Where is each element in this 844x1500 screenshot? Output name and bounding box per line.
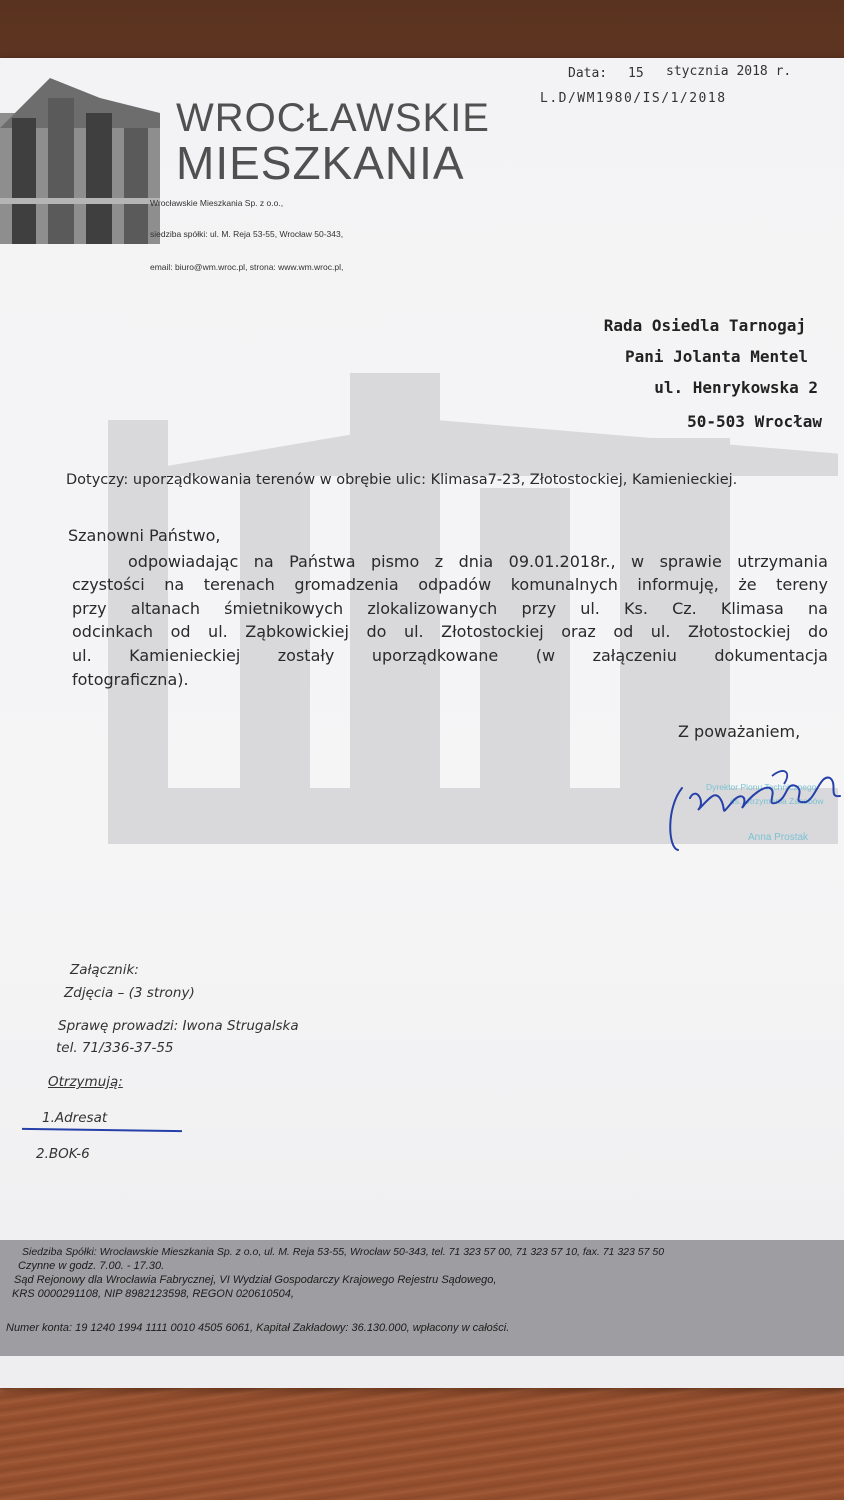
recipient-line-4: 50-503 Wrocław <box>687 412 822 431</box>
body-word: dnia <box>458 552 494 571</box>
letter-page <box>0 58 844 1388</box>
body-word: na <box>808 599 828 618</box>
reference-number: L.D/WM1980/IS/1/2018 <box>540 91 727 106</box>
body-word: ul. <box>580 599 600 618</box>
body-word: ul. <box>403 622 424 641</box>
body-word: w <box>631 552 645 571</box>
date-label: Data: <box>568 66 608 81</box>
body-word: Złotostockiej <box>687 622 791 641</box>
footer-band <box>0 1240 844 1356</box>
body-word: Złotostockiej <box>441 622 544 641</box>
attachment-item: Zdjęcia – (3 strony) <box>64 985 195 1001</box>
body-word: na <box>253 552 274 571</box>
footer-hours: Czynne w godz. 7.00. - 17.30. <box>18 1260 165 1272</box>
body-word: z <box>434 552 444 571</box>
letter-closing: Z poważaniem, <box>678 722 801 741</box>
body-word: przy <box>72 599 107 618</box>
body-word: przy <box>521 599 557 618</box>
body-word: czystości <box>72 575 145 594</box>
logo-wordmark-line2: MIESZKANIA <box>176 137 465 189</box>
body-word: na <box>164 575 185 594</box>
company-seat: siedziba spółki: ul. M. Reja 53-55, Wrocław 50-343, <box>150 229 344 239</box>
body-word: Ząbkowickiej <box>245 622 349 641</box>
receiver-1: 1.Adresat <box>42 1110 108 1126</box>
recipient-line-3: ul. Henrykowska 2 <box>654 378 818 397</box>
body-word: załączeniu <box>592 646 677 665</box>
body-word: ul. <box>650 622 671 641</box>
body-word: altanach <box>130 599 200 618</box>
body-word: zlokalizowanych <box>367 599 498 618</box>
body-word: ul. <box>72 646 92 665</box>
body-word: (w <box>535 646 556 665</box>
body-word: 09.01.2018r., <box>508 552 616 571</box>
footer-court: Sąd Rejonowy dla Wrocławia Fabrycznej, VI Wydział Gospodarczy Krajowego Rejestru Sądowego, <box>14 1274 497 1286</box>
company-logo-icon <box>0 58 160 244</box>
body-word: od <box>613 622 634 641</box>
company-name: Wrocławskie Mieszkania Sp. z o.o., <box>150 198 284 208</box>
letter-salutation: Szanowni Państwo, <box>68 526 221 545</box>
letter-subject: Dotyczy: uporządkowania terenów w obrębie ulic: Klimasa7-23, Złotostockiej, Kamienieckiej. <box>66 472 738 488</box>
body-word: odpowiadając <box>128 552 239 571</box>
receiver-underline <box>22 1128 182 1132</box>
body-word: ul. <box>208 622 228 641</box>
body-line <box>72 599 828 618</box>
body-word: Klimasa <box>720 599 784 618</box>
company-contact: email: biuro@wm.wroc.pl, strona: www.wm.wroc.pl, <box>150 262 344 272</box>
stamp-subtitle: ds. Utrzymania Zasobów <box>730 796 824 806</box>
receivers-label: Otrzymują: <box>48 1074 123 1090</box>
body-word: komunalnych <box>510 575 618 594</box>
handled-by: Sprawę prowadzi: Iwona Strugalska <box>58 1018 299 1034</box>
body-word: tereny <box>776 575 828 594</box>
body-word: odcinkach <box>72 622 154 641</box>
body-word: utrzymania <box>737 552 828 571</box>
body-word: pismo <box>370 552 420 571</box>
footer-registry: KRS 0000291108, NIP 8982123598, REGON 020610504, <box>12 1288 294 1300</box>
body-word: Ks. <box>624 599 648 618</box>
body-word: dokumentacja <box>714 646 828 665</box>
body-line <box>128 552 828 571</box>
receiver-2: 2.BOK-6 <box>36 1146 90 1162</box>
recipient-line-1: Rada Osiedla Tarnogaj <box>603 316 806 335</box>
body-word: terenach <box>203 575 275 594</box>
body-word: gromadzenia <box>294 575 399 594</box>
body-word: odpadów <box>418 575 492 594</box>
handler-phone: tel. 71/336-37-55 <box>56 1040 174 1056</box>
desk-wood-grain <box>0 1380 844 1500</box>
recipient-line-2: Pani Jolanta Mentel <box>624 347 808 366</box>
body-line <box>72 646 828 665</box>
body-word: fotograficzna). <box>72 670 189 689</box>
attachment-label: Załącznik: <box>70 962 139 978</box>
logo-wordmark-line1: WROCŁAWSKIE <box>176 96 490 140</box>
footer-account: Numer konta: 19 1240 1994 1111 0010 4505 6061, Kapitał Zakładowy: 36.130.000, wpłacony w całości. <box>6 1322 510 1334</box>
body-word: sprawie <box>659 552 722 571</box>
stamp-name: Anna Prostak <box>748 832 809 843</box>
body-word: zostały <box>277 646 335 665</box>
body-word: Państwa <box>289 552 356 571</box>
body-line <box>72 575 828 594</box>
body-word: śmietnikowych <box>224 599 344 618</box>
footer-seat: Siedziba Spółki: Wrocławskie Mieszkania Sp. z o.o, ul. M. Reja 53-55, Wrocław 50-343, tel. 71 323 57 00, 71 323 57 10, fax. 71 323 57 50 <box>22 1246 665 1258</box>
body-line <box>72 622 828 641</box>
body-word: Kamienieckiej <box>129 646 241 665</box>
body-word: uporządkowane <box>371 646 499 665</box>
body-word: oraz <box>561 622 596 641</box>
date-day: 15 <box>628 66 644 81</box>
body-word: od <box>170 622 191 641</box>
body-word: informuję, <box>637 575 719 594</box>
signature-icon <box>660 758 844 858</box>
body-line <box>72 670 828 689</box>
body-word: że <box>738 575 757 594</box>
date-month-year: stycznia 2018 r. <box>666 64 792 79</box>
stamp-title: Dyrektor Pionu Technicznego <box>706 782 817 792</box>
body-word: do <box>808 622 828 641</box>
body-word: do <box>366 622 387 641</box>
body-word: Cz. <box>672 599 697 618</box>
